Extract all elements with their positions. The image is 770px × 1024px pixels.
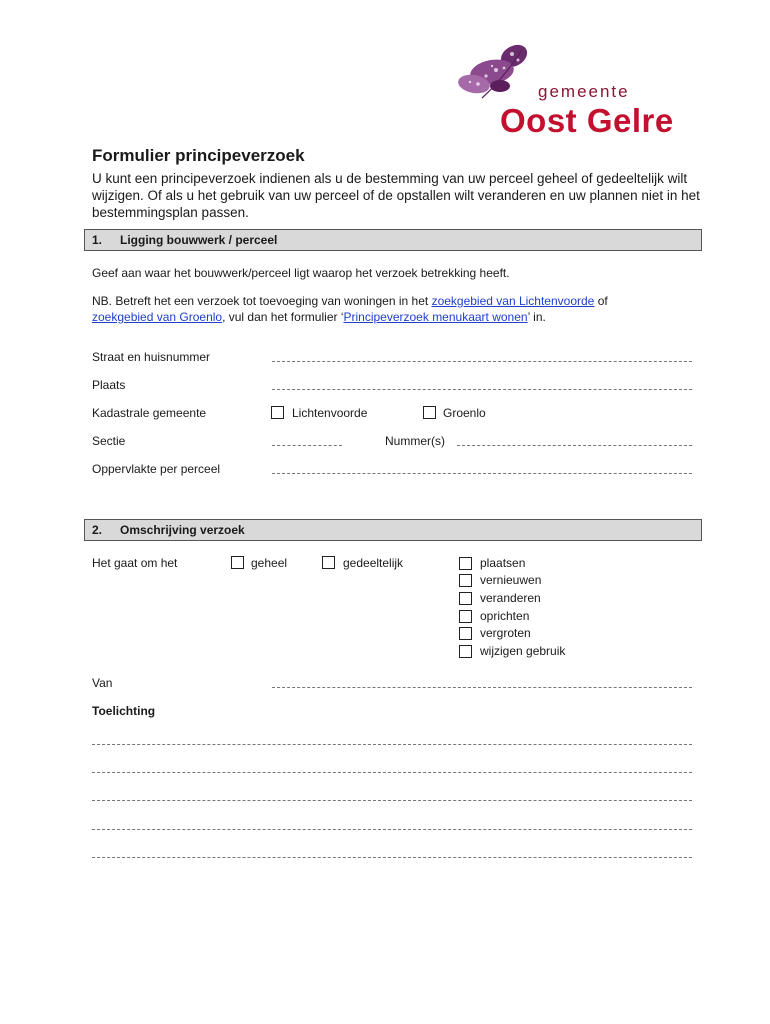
form-title: Formulier principeverzoek <box>92 146 305 165</box>
link-zoekgebied-groenlo[interactable]: zoekgebied van Groenlo <box>92 310 223 324</box>
checkbox-vergroten[interactable] <box>459 627 472 640</box>
logo-text-big: Oost Gelre <box>500 102 674 139</box>
explanation-line[interactable] <box>92 744 692 745</box>
geheel-label: geheel <box>251 556 288 570</box>
explanation-line[interactable] <box>92 829 692 830</box>
nb-text: of <box>594 294 608 308</box>
nb-text: , vul dan het formulier ‘ <box>222 310 344 324</box>
checkbox-geheel[interactable] <box>231 556 244 569</box>
nb-text: NB. Betreft het een verzoek tot toevoeging van woningen in het <box>92 294 432 308</box>
action-label: plaatsen <box>480 556 526 570</box>
action-label: vernieuwen <box>480 573 542 587</box>
lichtenvoorde-label: Lichtenvoorde <box>292 406 368 420</box>
concerns-label: Het gaat om het <box>92 556 178 570</box>
checkbox-groenlo[interactable] <box>423 406 436 419</box>
explanation-line[interactable] <box>92 800 692 801</box>
section-1-header <box>84 229 702 251</box>
place-field[interactable] <box>272 389 692 390</box>
checkbox-lichtenvoorde[interactable] <box>271 406 284 419</box>
explanation-line[interactable] <box>92 857 692 858</box>
cadastral-label: Kadastrale gemeente <box>92 406 207 420</box>
municipality-logo <box>452 40 712 140</box>
checkbox-gedeeltelijk[interactable] <box>322 556 335 569</box>
section-number: 2. <box>92 523 103 537</box>
gedeeltelijk-label: gedeeltelijk <box>343 556 404 570</box>
link-principeverzoek-menukaart[interactable]: Principeverzoek menukaart wonen <box>343 310 528 324</box>
section-field[interactable] <box>272 445 342 446</box>
street-label: Straat en huisnummer <box>92 350 211 364</box>
checkbox-plaatsen[interactable] <box>459 557 472 570</box>
nb-note <box>92 293 692 325</box>
groenlo-label: Groenlo <box>443 406 486 420</box>
section-1-instruction: Geef aan waar het bouwwerk/perceel ligt waarop het verzoek betrekking heeft. <box>92 266 510 280</box>
action-label: vergroten <box>480 626 531 640</box>
from-field[interactable] <box>272 687 692 688</box>
checkbox-oprichten[interactable] <box>459 610 472 623</box>
checkbox-wijzigen-gebruik[interactable] <box>459 645 472 658</box>
checkbox-vernieuwen[interactable] <box>459 574 472 587</box>
action-label: wijzigen gebruik <box>480 644 566 658</box>
section-2-header <box>84 519 702 541</box>
explanation-label: Toelichting <box>92 704 156 718</box>
section-label: Sectie <box>92 434 126 448</box>
place-label: Plaats <box>92 378 126 392</box>
section-title: Omschrijving verzoek <box>120 523 245 537</box>
area-field[interactable] <box>272 473 692 474</box>
section-number: 1. <box>92 233 103 247</box>
number-label: Nummer(s) <box>385 434 445 448</box>
number-field[interactable] <box>457 445 692 446</box>
street-field[interactable] <box>272 361 692 362</box>
link-zoekgebied-lichtenvoorde[interactable]: zoekgebied van Lichtenvoorde <box>431 294 595 308</box>
section-title: Ligging bouwwerk / perceel <box>120 233 278 247</box>
logo-text-small: gemeente <box>538 82 630 101</box>
explanation-line[interactable] <box>92 772 692 773</box>
nb-text: ’ in. <box>527 310 546 324</box>
from-label: Van <box>92 676 113 690</box>
action-label: veranderen <box>480 591 541 605</box>
butterfly-logo-icon <box>452 40 542 100</box>
area-label: Oppervlakte per perceel <box>92 462 221 476</box>
action-label: oprichten <box>480 609 530 623</box>
intro-text: U kunt een principeverzoek indienen als u de bestemming van uw perceel geheel of gedeeltelijk wilt wijzigen. Of als u het gebruik van uw perceel of de opstallen wilt veranderen en uw plannen niet in het bestemmingsplan passen. <box>92 171 700 220</box>
checkbox-veranderen[interactable] <box>459 592 472 605</box>
